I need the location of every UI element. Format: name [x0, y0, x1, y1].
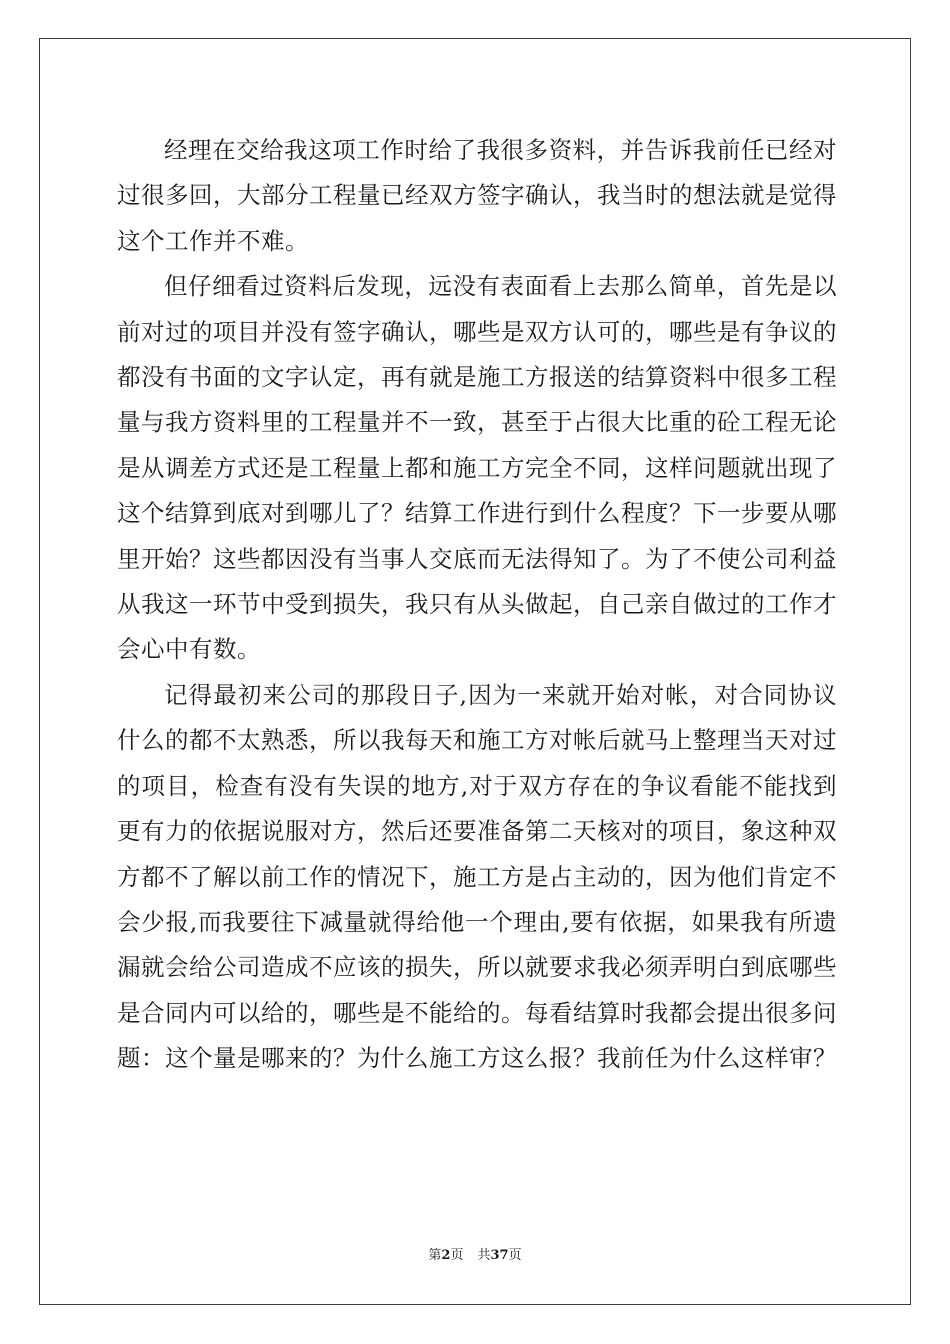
page-footer	[0, 1248, 950, 1264]
paragraph: 经理在交给我这项工作时给了我很多资料，并告诉我前任已经对过很多回，大部分工程量已经双方签字确认，我当时的想法就是觉得这个工作并不难。	[117, 136, 837, 255]
total-unit: 页	[508, 1248, 522, 1263]
page-unit: 页	[450, 1248, 464, 1263]
page-prefix: 第	[428, 1248, 442, 1263]
paragraph: 但仔细看过资料后发现，远没有表面看上去那么简单，首先是以前对过的项目并没有签字确认，哪些是双方认可的，哪些是有争议的都没有书面的文字认定，再有就是施工方报送的结算资料中很多工程量与我方资料里的工程量并不一致，甚至于占很大比重的砼工程无论是从调差方式还是工程量上都和施工方完全不同，这样问题就出现了这个结算到底对到哪儿了？结算工作进行到什么程度？下一步要从哪里开始？这些都因没有当事人交底而无法得知了。为了不使公司利益从我这一环节中受到损失，我只有从头做起，自己亲自做过的工作才会心中有数。	[117, 272, 837, 664]
total-prefix: 共	[477, 1248, 491, 1263]
paragraph: 记得最初来公司的那段日子,因为一来就开始对帐，对合同协议什么的都不太熟悉，所以我每天和施工方对帐后就马上整理当天对过的项目，检查有没有失误的地方,对于双方存在的争议看能不能找到更有力的依据说服对方，然后还要准备第二天核对的项目，象这种双方都不了解以前工作的情况下，施工方是占主动的，因为他们肯定不会少报,而我要往下减量就得给他一个理由,要有依据，如果我有所遗漏就会给公司造成不应该的损失，所以就要求我必须弄明白到底哪些是合同内可以给的，哪些是不能给的。每看结算时我都会提出很多问题：这个量是哪来的？为什么施工方这么报？我前任为什么这样审？	[117, 680, 837, 1073]
total-page-count: 37	[490, 1248, 509, 1263]
current-page-number: 2	[441, 1248, 451, 1263]
document-body	[117, 128, 837, 1082]
